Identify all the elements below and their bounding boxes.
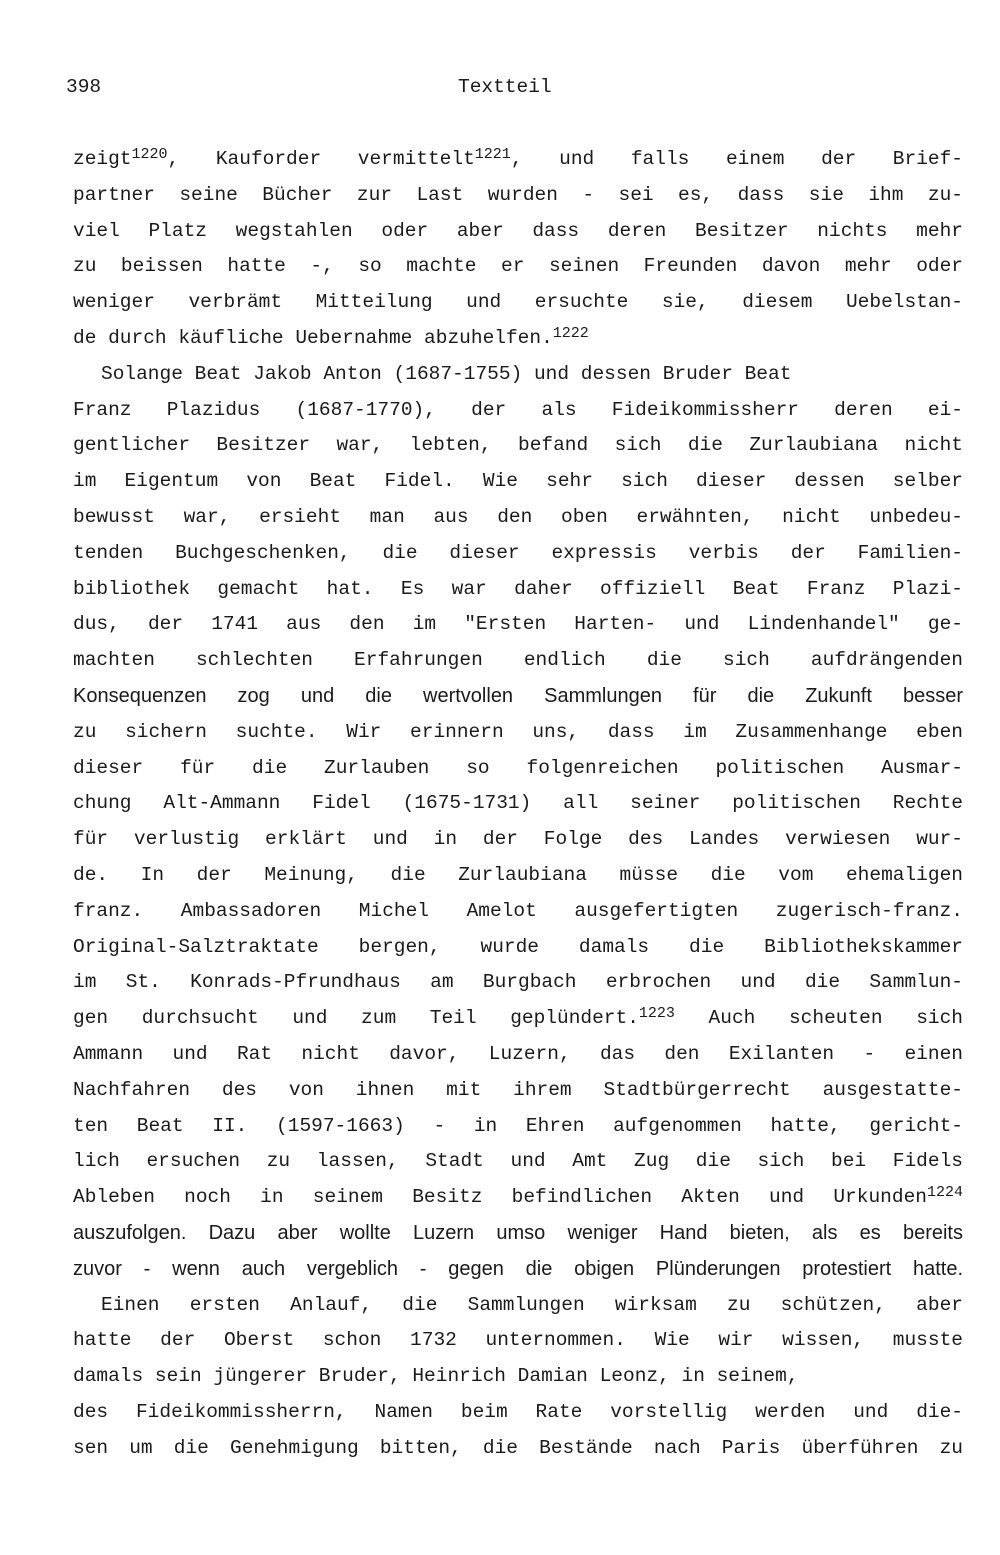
text-line: für verlustig erklärt und in der Folge des Landes verwiesen wur- — [73, 828, 963, 851]
text-line: Konsequenzen zog und die wertvollen Sammlungen für die Zukunft besser — [73, 684, 963, 707]
text-line: machten schlechten Erfahrungen endlich die sich aufdrängenden — [73, 649, 963, 672]
text-line: tenden Buchgeschenken, die dieser expressis verbis der Familien- — [73, 541, 963, 564]
text-line: lich ersuchen zu lassen, Stadt und Amt Zug die sich bei Fidels — [73, 1150, 963, 1173]
text-line: dus, der 1741 aus den im "Ersten Harten- und Lindenhandel" ge- — [73, 613, 963, 636]
text-line: Nachfahren des von ihnen mit ihrem Stadtbürgerrecht ausgestatte- — [73, 1078, 963, 1101]
text-line: ten Beat II. (1597-1663) - in Ehren aufgenommen hatte, gericht- — [73, 1114, 963, 1137]
text-line: zeigt$^{1220}$, Kauforder vermittelt$^{1221}$, und falls einem der Brief- — [73, 146, 963, 170]
footnote-ref: 1221 — [474, 146, 511, 163]
text-line: zu beissen hatte -, so machte er seinen Freunden davon mehr oder — [73, 255, 963, 278]
text-line: sen um die Genehmigung bitten, die Bestände nach Paris überführen zu — [73, 1436, 963, 1459]
text-line: Original-Salztraktate bergen, wurde damals die Bibliothekskammer — [73, 935, 963, 958]
text-line: Franz Plazidus (1687-1770), der als Fideikommissherr deren ei- — [73, 398, 963, 421]
text-line: gen durchsucht und zum Teil geplündert.$^{1223}$ Auch scheuten sich — [73, 1005, 963, 1030]
running-head: Textteil — [458, 76, 552, 98]
text-line: de. In der Meinung, die Zurlaubiana müsse die vom ehemaligen — [73, 863, 963, 886]
text-line: des Fideikommissherrn, Namen beim Rate vorstellig werden und die- — [73, 1400, 963, 1423]
text-line: auszufolgen. Dazu aber wollte Luzern umso weniger Hand bieten, als es bereits — [73, 1221, 963, 1244]
text-line: im Eigentum von Beat Fidel. Wie sehr sich dieser dessen selber — [73, 470, 963, 493]
text-line: viel Platz wegstahlen oder aber dass deren Besitzer nichts mehr — [73, 219, 963, 242]
text-line: im St. Konrads-Pfrundhaus am Burgbach erbrochen und die Sammlun- — [73, 971, 963, 994]
footnote-ref: 1222 — [552, 324, 589, 342]
text-line: damals sein jüngerer Bruder, Heinrich Damian Leonz, in seinem, — [73, 1365, 799, 1388]
paragraph-start-line: Solange Beat Jakob Anton (1687-1755) und dessen Bruder Beat — [101, 362, 792, 385]
text-line: weniger verbrämt Mitteilung und ersuchte sie, diesem Uebelstan- — [73, 291, 963, 314]
text-line: gentlicher Besitzer war, lebten, befand sich die Zurlaubiana nicht — [73, 434, 963, 457]
text-line: Ableben noch in seinem Besitz befindlichen Akten und Urkunden$^{1224}$ — [73, 1184, 963, 1209]
text-line: hatte der Oberst schon 1732 unternommen. Wie wir wissen, musste — [73, 1329, 963, 1352]
body-text — [73, 142, 963, 1466]
text-line: Ammann und Rat nicht davor, Luzern, das den Exilanten - einen — [73, 1042, 963, 1065]
paragraph-start-line: Einen ersten Anlauf, die Sammlungen wirksam zu schützen, aber — [101, 1293, 963, 1316]
footnote-ref: 1224 — [926, 1184, 963, 1202]
text-line: bewusst war, ersieht man aus den oben erwähnten, nicht unbedeu- — [73, 505, 963, 528]
text-line: franz. Ambassadoren Michel Amelot ausgefertigten zugerisch-franz. — [73, 899, 963, 922]
footnote-ref: 1223 — [638, 1005, 675, 1023]
text-line: chung Alt-Ammann Fidel (1675-1731) all seiner politischen Rechte — [73, 792, 963, 815]
text-line: zuvor - wenn auch vergeblich - gegen die obigen Plünderungen protestiert hatte. — [73, 1257, 963, 1280]
text-line: de durch käufliche Uebernahme abzuhelfen.$^{1222}$ — [73, 324, 589, 349]
text-line: bibliothek gemacht hat. Es war daher offiziell Beat Franz Plazi- — [73, 577, 963, 600]
text-line: dieser für die Zurlauben so folgenreichen politischen Ausmar- — [73, 756, 963, 779]
footnote-ref: 1220 — [131, 146, 168, 163]
page-number: 398 — [66, 76, 102, 98]
text-line: zu sichern suchte. Wir erinnern uns, dass im Zusammenhange eben — [73, 720, 963, 743]
text-line: partner seine Bücher zur Last wurden - sei es, dass sie ihm zu- — [73, 183, 963, 206]
